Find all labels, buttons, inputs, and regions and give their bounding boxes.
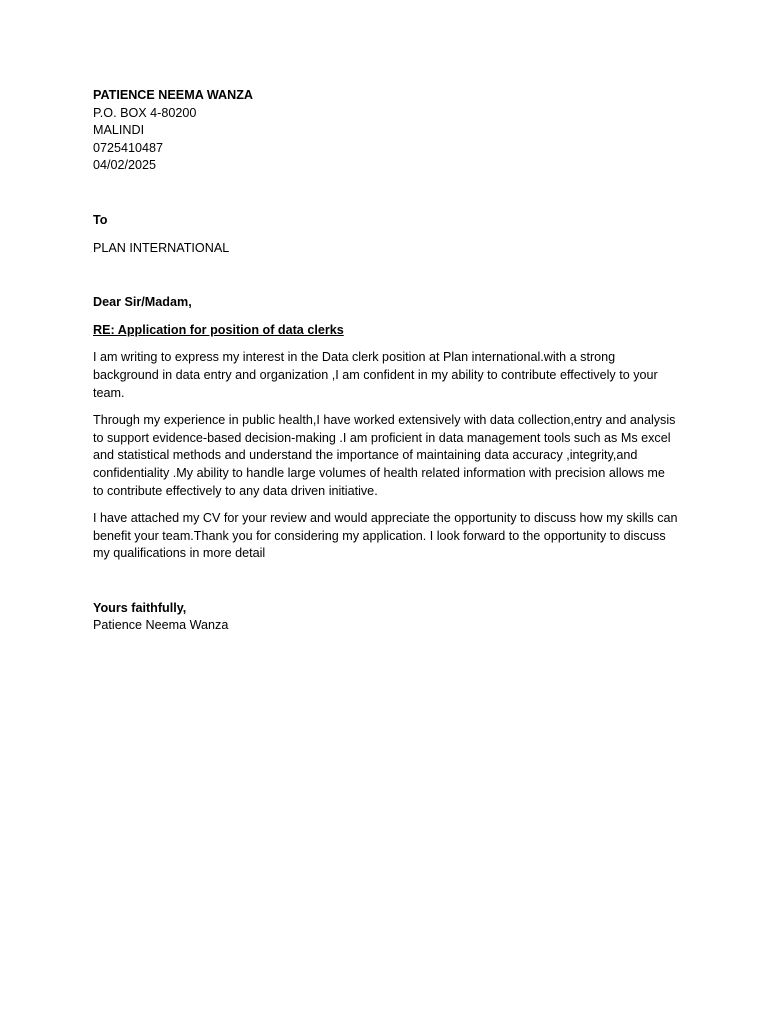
- sender-address: P.O. BOX 4-80200: [93, 105, 197, 120]
- letter-page: [93, 87, 678, 635]
- subject-line: RE: Application for position of data clerks: [93, 322, 344, 337]
- spacer: [93, 257, 678, 294]
- spacer: [93, 175, 678, 212]
- spacer: [93, 339, 678, 349]
- body-paragraph-3: I have attached my CV for your review and would appreciate the opportunity to discuss how my skills can benefit your team.Thank you for considering my application. I look forward to the opportunity to discuss my qualifications in more detail: [93, 511, 678, 561]
- recipient-organization: PLAN INTERNATIONAL: [93, 240, 230, 255]
- recipient-to-label: To: [93, 212, 108, 227]
- body-paragraph-2: Through my experience in public health,I have worked extensively with data collection,entry and analysis to support evidence-based decision-making .I am proficient in data management tools such as Ms excel and statistical methods and understand the importance of maintaining data accuracy ,integrity,and confidentiality .My ability to handle large volumes of health related information with precision allows me to contribute effectively to any data driven initiative.: [93, 413, 676, 498]
- body-paragraph-1: I am writing to express my interest in the Data clerk position at Plan international.with a strong background in data entry and organization ,I am confident in my ability to contribute effectively to your team.: [93, 350, 658, 400]
- sender-town: MALINDI: [93, 123, 145, 138]
- letter-date: 04/02/2025: [93, 158, 157, 173]
- recipient-block: [93, 212, 678, 257]
- spacer: [93, 563, 678, 600]
- signature-name: Patience Neema Wanza: [93, 618, 229, 633]
- spacer: [93, 230, 678, 240]
- salutation: Dear Sir/Madam,: [93, 295, 192, 310]
- sender-block: [93, 87, 678, 175]
- spacer: [93, 312, 678, 322]
- sender-name: PATIENCE NEEMA WANZA: [93, 88, 253, 102]
- spacer: [93, 500, 678, 510]
- sender-phone: 0725410487: [93, 140, 164, 155]
- spacer: [93, 402, 678, 412]
- valediction: Yours faithfully,: [93, 600, 187, 615]
- closing-block: [93, 600, 678, 635]
